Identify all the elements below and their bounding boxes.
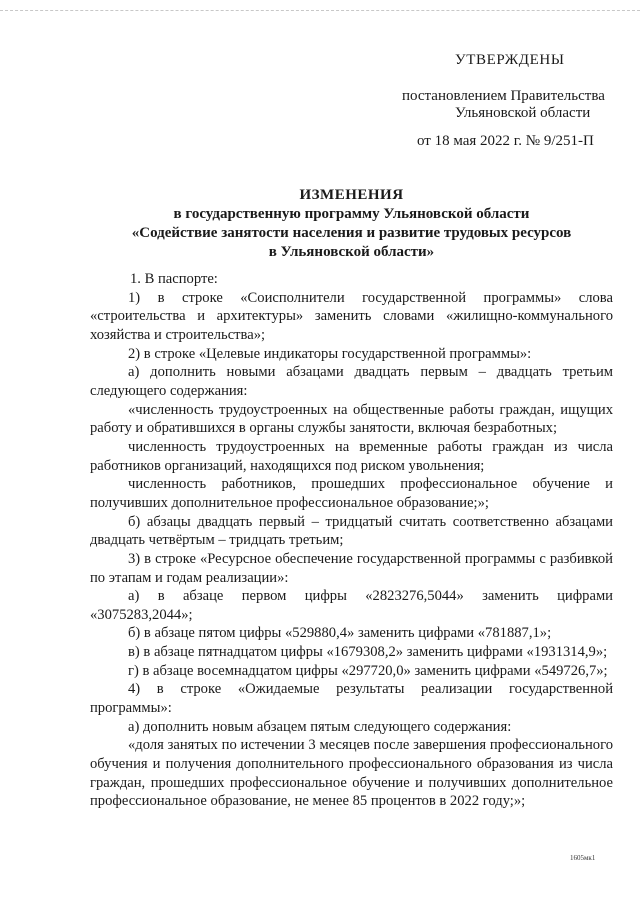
scan-edge-line — [0, 10, 640, 11]
approval-heading: УТВЕРЖДЕНЫ — [455, 52, 565, 68]
title-line-3: в Ульяновской области» — [268, 244, 435, 260]
paragraph: 3) в строке «Ресурсное обеспечение государственной программы с разбивкой по этапам и годам реализации»: — [90, 550, 613, 586]
approval-decree-line-2: Ульяновской области — [455, 105, 591, 121]
paragraph: а) дополнить новыми абзацами двадцать первым – двадцать третьим следующего содержания: — [90, 364, 613, 399]
document-body — [90, 270, 613, 811]
approval-decree-line-1: постановлением Правительства — [402, 88, 605, 104]
paragraph: «доля занятых по истечении 3 месяцев после завершения профессионального обучения и получения дополнительного профессионального образования из числа граждан, прошедших профессиональное обучение и получивших дополнительное профессиональное образование, не менее 85 процентов в 2022 году;»; — [90, 737, 613, 810]
paragraph: 1) в строке «Соисполнители государственной программы» слова «строительства и архитектуры» заменить словами «жилищно-коммунального хозяйства и строительства»; — [90, 289, 613, 343]
paragraph: численность трудоустроенных на временные работы граждан из числа работников организаций, находящихся под риском увольнения; — [90, 438, 613, 474]
approval-date: от 18 мая 2022 г. № 9/251-П — [417, 133, 594, 149]
title-line-2: «Содействие занятости населения и развитие трудовых ресурсов — [131, 225, 572, 241]
title-main: ИЗМЕНЕНИЯ — [299, 187, 404, 203]
paragraph: численность работников, прошедших профессиональное обучение и получивших дополнительное профессиональное образование;»; — [90, 476, 613, 511]
paragraph: г) в абзаце восемнадцатом цифры «297720,0» заменить цифрами «549726,7»; — [128, 662, 608, 679]
document-code: 1605мк1 — [570, 854, 596, 862]
title-line-1: в государственную программу Ульяновской области — [173, 206, 530, 222]
paragraph: 1. В паспорте: — [130, 271, 218, 287]
paragraph: 2) в строке «Целевые индикаторы государственной программы»: — [128, 345, 532, 362]
paragraph: 4) в строке «Ожидаемые результаты реализации государственной программы»: — [90, 681, 613, 717]
paragraph: б) в абзаце пятом цифры «529880,4» заменить цифрами «781887,1»; — [128, 625, 552, 642]
document-title — [90, 186, 613, 262]
paragraph: б) абзацы двадцать первый – тридцатый считать соответственно абзацами двадцать четвёртым – тридцать третьим; — [90, 513, 613, 549]
paragraph: в) в абзаце пятнадцатом цифры «1679308,2» заменить цифрами «1931314,9»; — [128, 644, 608, 661]
paragraph: «численность трудоустроенных на общественные работы граждан, ищущих работу и обратившихся в органы службы занятости, включая безработных; — [90, 401, 613, 437]
paragraph: а) в абзаце первом цифры «2823276,5044» заменить цифрами «3075283,2044»; — [90, 588, 613, 623]
paragraph: а) дополнить новым абзацем пятым следующего содержания: — [128, 718, 512, 735]
